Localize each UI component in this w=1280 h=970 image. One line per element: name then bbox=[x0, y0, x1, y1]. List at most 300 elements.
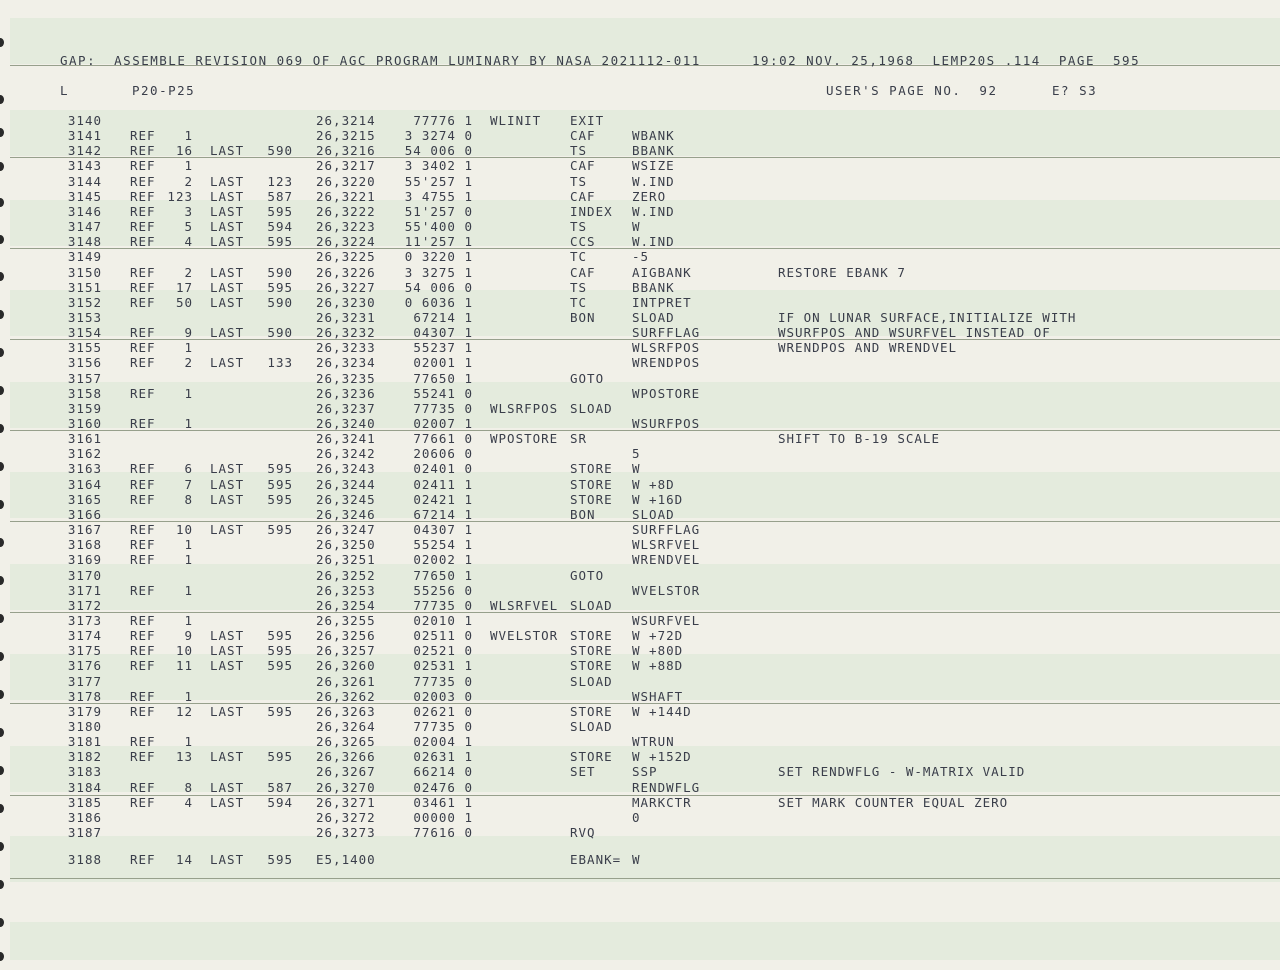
ref-keyword: REF bbox=[130, 416, 156, 431]
ref-keyword: REF bbox=[130, 355, 156, 371]
memory-address: 26,3270 bbox=[316, 779, 376, 795]
ref-keyword: REF bbox=[130, 188, 156, 204]
opcode: SR bbox=[570, 431, 588, 447]
ref-count: 2 bbox=[184, 355, 193, 371]
ref-count: 1 bbox=[184, 552, 193, 568]
operand: BBANK bbox=[632, 143, 675, 159]
line-number: 3162 bbox=[67, 446, 102, 462]
opcode: EBANK= bbox=[570, 852, 622, 867]
ref-count: 5 bbox=[184, 219, 193, 235]
last-keyword: LAST bbox=[210, 234, 245, 250]
octal-word: 02476 0 bbox=[413, 779, 473, 795]
last-keyword: LAST bbox=[210, 476, 245, 492]
feed-hole bbox=[0, 128, 4, 137]
memory-address: 26,3223 bbox=[316, 219, 376, 235]
octal-word: 02401 0 bbox=[413, 461, 473, 477]
ref-keyword: REF bbox=[130, 128, 156, 144]
line-number: 3142 bbox=[67, 143, 102, 159]
ref-keyword: REF bbox=[130, 461, 156, 477]
assembly-title: GAP: ASSEMBLE REVISION 069 OF AGC PROGRAM LUMINARY BY NASA 2021112-011 bbox=[60, 53, 701, 68]
line-number: 3148 bbox=[67, 234, 102, 250]
memory-address: 26,3225 bbox=[316, 249, 376, 265]
line-number: 3143 bbox=[67, 158, 102, 174]
ref-count: 1 bbox=[184, 340, 193, 356]
octal-word: 04307 1 bbox=[413, 522, 473, 538]
opcode: SLOAD bbox=[570, 719, 613, 734]
octal-word: 66214 0 bbox=[413, 764, 473, 780]
memory-address: 26,3253 bbox=[316, 582, 376, 598]
line-number: 3145 bbox=[67, 188, 102, 204]
last-keyword: LAST bbox=[210, 749, 245, 765]
octal-word: 3 3275 1 bbox=[404, 264, 473, 280]
line-number: 3141 bbox=[67, 128, 102, 144]
memory-address: 26,3243 bbox=[316, 461, 376, 477]
line-number: 3175 bbox=[67, 643, 102, 659]
ref-keyword: REF bbox=[130, 476, 156, 492]
line-number: 3165 bbox=[67, 491, 102, 507]
ref-keyword: REF bbox=[130, 279, 156, 295]
last-page: 595 bbox=[267, 279, 293, 295]
feed-hole bbox=[0, 690, 4, 699]
ref-keyword: REF bbox=[130, 612, 156, 628]
memory-address: 26,3252 bbox=[316, 567, 376, 583]
memory-address: 26,3264 bbox=[316, 719, 376, 734]
feed-hole bbox=[0, 538, 4, 547]
opcode: EXIT bbox=[570, 113, 605, 128]
last-page: 590 bbox=[267, 143, 293, 159]
ref-keyword: REF bbox=[130, 794, 156, 810]
opcode: STORE bbox=[570, 628, 613, 644]
feed-hole bbox=[0, 766, 4, 775]
ref-keyword: REF bbox=[130, 749, 156, 765]
line-number: 3160 bbox=[67, 416, 102, 431]
octal-word: 77735 0 bbox=[413, 400, 473, 416]
memory-address: 26,3265 bbox=[316, 734, 376, 750]
ref-count: 3 bbox=[184, 203, 193, 219]
octal-word: 02521 0 bbox=[413, 643, 473, 659]
operand: W +80D bbox=[632, 643, 684, 659]
line-number: 3146 bbox=[67, 203, 102, 219]
last-keyword: LAST bbox=[210, 779, 245, 795]
octal-word: 0 3220 1 bbox=[404, 249, 473, 265]
octal-word: 77616 0 bbox=[413, 825, 473, 841]
operand: -5 bbox=[632, 249, 650, 265]
ref-keyword: REF bbox=[130, 703, 156, 719]
opcode: STORE bbox=[570, 491, 613, 507]
memory-address: 26,3257 bbox=[316, 643, 376, 659]
octal-word: 02004 1 bbox=[413, 734, 473, 750]
octal-word: 02002 1 bbox=[413, 552, 473, 568]
memory-address: 26,3255 bbox=[316, 612, 376, 628]
feed-hole bbox=[0, 652, 4, 661]
ref-count: 123 bbox=[167, 188, 193, 204]
line-number: 3174 bbox=[67, 628, 102, 644]
ref-count: 10 bbox=[175, 643, 193, 659]
opcode: TC bbox=[570, 249, 588, 265]
ref-keyword: REF bbox=[130, 264, 156, 280]
line-number: 3186 bbox=[67, 809, 102, 825]
octal-word: 67214 1 bbox=[413, 506, 473, 522]
last-keyword: LAST bbox=[210, 264, 245, 280]
ref-keyword: REF bbox=[130, 340, 156, 356]
feed-hole bbox=[0, 272, 4, 281]
operand: 5 bbox=[632, 446, 641, 462]
last-page: 587 bbox=[267, 188, 293, 204]
octal-word: 77735 0 bbox=[413, 597, 473, 613]
opcode: TC bbox=[570, 294, 588, 310]
operand: W.IND bbox=[632, 173, 675, 189]
section-name: P20-P25 bbox=[132, 83, 196, 98]
line-number: 3173 bbox=[67, 612, 102, 628]
code-label: WVELSTOR bbox=[490, 628, 559, 644]
ref-count: 2 bbox=[184, 264, 193, 280]
code-label: WPOSTORE bbox=[490, 431, 559, 447]
feed-hole bbox=[0, 728, 4, 737]
ref-keyword: REF bbox=[130, 173, 156, 189]
ref-keyword: REF bbox=[130, 779, 156, 795]
octal-word: 02001 1 bbox=[413, 355, 473, 371]
last-page: 595 bbox=[267, 628, 293, 644]
line-number: 3184 bbox=[67, 779, 102, 795]
octal-word: 77650 1 bbox=[413, 567, 473, 583]
octal-word: 55'257 1 bbox=[404, 173, 473, 189]
last-keyword: LAST bbox=[210, 279, 245, 295]
comment: RESTORE EBANK 7 bbox=[778, 264, 906, 280]
line-number: 3153 bbox=[67, 309, 102, 325]
feed-hole bbox=[0, 500, 4, 509]
operand: W +152D bbox=[632, 749, 692, 765]
line-number: 3172 bbox=[67, 597, 102, 613]
ref-keyword: REF bbox=[130, 852, 156, 867]
opcode: GOTO bbox=[570, 370, 605, 386]
opcode: TS bbox=[570, 279, 588, 295]
operand: WSURFVEL bbox=[632, 612, 701, 628]
code-label: WLSRFVEL bbox=[490, 597, 559, 613]
line-number: 3164 bbox=[67, 476, 102, 492]
opcode: INDEX bbox=[570, 203, 613, 219]
operand: W bbox=[632, 461, 641, 477]
ref-count: 16 bbox=[175, 143, 193, 159]
ref-count: 1 bbox=[184, 537, 193, 553]
ref-count: 13 bbox=[175, 749, 193, 765]
operand: WRENDVEL bbox=[632, 552, 701, 568]
operand: W.IND bbox=[632, 234, 675, 250]
memory-address: 26,3260 bbox=[316, 658, 376, 674]
octal-word: 20606 0 bbox=[413, 446, 473, 462]
memory-address: 26,3215 bbox=[316, 128, 376, 144]
memory-address: 26,3246 bbox=[316, 506, 376, 522]
line-number: 3144 bbox=[67, 173, 102, 189]
last-keyword: LAST bbox=[210, 703, 245, 719]
last-keyword: LAST bbox=[210, 628, 245, 644]
users-page-number: USER'S PAGE NO. 92 bbox=[826, 83, 998, 98]
line-number: 3181 bbox=[67, 734, 102, 750]
operand: W bbox=[632, 852, 641, 867]
octal-word: 55'400 0 bbox=[404, 219, 473, 235]
memory-address: 26,3254 bbox=[316, 597, 376, 613]
line-number: 3177 bbox=[67, 673, 102, 689]
ref-keyword: REF bbox=[130, 688, 156, 704]
last-page: 590 bbox=[267, 294, 293, 310]
operand: WTRUN bbox=[632, 734, 675, 750]
ref-count: 1 bbox=[184, 612, 193, 628]
octal-word: 0 6036 1 bbox=[404, 294, 473, 310]
memory-address: 26,3245 bbox=[316, 491, 376, 507]
octal-word: 55254 1 bbox=[413, 537, 473, 553]
line-number: 3161 bbox=[67, 431, 102, 447]
ref-count: 11 bbox=[175, 658, 193, 674]
memory-address: 26,3266 bbox=[316, 749, 376, 765]
ref-count: 1 bbox=[184, 128, 193, 144]
stripe-rule bbox=[10, 878, 1280, 879]
ref-keyword: REF bbox=[130, 219, 156, 235]
memory-address: 26,3220 bbox=[316, 173, 376, 189]
opcode: CAF bbox=[570, 158, 596, 174]
last-page: 595 bbox=[267, 749, 293, 765]
ref-count: 10 bbox=[175, 522, 193, 538]
ref-count: 1 bbox=[184, 385, 193, 401]
octal-word: 54 006 0 bbox=[404, 279, 473, 295]
ref-count: 6 bbox=[184, 461, 193, 477]
line-number: 3151 bbox=[67, 279, 102, 295]
operand: MARKCTR bbox=[632, 794, 692, 810]
memory-address: 26,3244 bbox=[316, 476, 376, 492]
last-keyword: LAST bbox=[210, 852, 245, 867]
ref-count: 4 bbox=[184, 234, 193, 250]
operand: WLSRFVEL bbox=[632, 537, 701, 553]
operand: WSURFPOS bbox=[632, 416, 701, 431]
memory-address: 26,3241 bbox=[316, 431, 376, 447]
line-number: 3140 bbox=[67, 113, 102, 128]
octal-word: 3 3274 0 bbox=[404, 128, 473, 144]
octal-word: 77650 1 bbox=[413, 370, 473, 386]
octal-word: 55256 0 bbox=[413, 582, 473, 598]
opcode: SET bbox=[570, 764, 596, 780]
code-label: WLSRFPOS bbox=[490, 400, 559, 416]
last-page: 595 bbox=[267, 852, 293, 867]
opcode: BON bbox=[570, 506, 596, 522]
memory-address: 26,3216 bbox=[316, 143, 376, 159]
octal-word: 02511 0 bbox=[413, 628, 473, 644]
line-number: 3155 bbox=[67, 340, 102, 356]
last-keyword: LAST bbox=[210, 294, 245, 310]
feed-hole bbox=[0, 424, 4, 433]
operand: W +16D bbox=[632, 491, 684, 507]
octal-word: 02003 0 bbox=[413, 688, 473, 704]
operand: WRENDPOS bbox=[632, 355, 701, 371]
ref-count: 1 bbox=[184, 416, 193, 431]
last-keyword: LAST bbox=[210, 794, 245, 810]
memory-address: 26,3237 bbox=[316, 400, 376, 416]
ref-keyword: REF bbox=[130, 385, 156, 401]
feed-hole bbox=[0, 198, 4, 207]
memory-address: 26,3236 bbox=[316, 385, 376, 401]
comment: WSURFPOS AND WSURFVEL INSTEAD OF bbox=[778, 325, 1051, 341]
octal-word: 02631 1 bbox=[413, 749, 473, 765]
comment: IF ON LUNAR SURFACE,INITIALIZE WITH bbox=[778, 309, 1077, 325]
operand: SSP bbox=[632, 764, 658, 780]
memory-address: 26,3271 bbox=[316, 794, 376, 810]
opcode: RVQ bbox=[570, 825, 596, 841]
ref-keyword: REF bbox=[130, 234, 156, 250]
last-keyword: LAST bbox=[210, 188, 245, 204]
ref-keyword: REF bbox=[130, 158, 156, 174]
opcode: TS bbox=[570, 173, 588, 189]
feed-hole bbox=[0, 462, 4, 471]
memory-address: 26,3231 bbox=[316, 309, 376, 325]
feed-hole bbox=[0, 386, 4, 395]
octal-word: 3 3402 1 bbox=[404, 158, 473, 174]
octal-word: 54 006 0 bbox=[404, 143, 473, 159]
opcode: SLOAD bbox=[570, 673, 613, 689]
opcode: BON bbox=[570, 309, 596, 325]
ref-keyword: REF bbox=[130, 203, 156, 219]
operand: SLOAD bbox=[632, 506, 675, 522]
feed-hole bbox=[0, 162, 4, 171]
last-page: 590 bbox=[267, 325, 293, 341]
last-keyword: LAST bbox=[210, 219, 245, 235]
operand: WSHAFT bbox=[632, 688, 684, 704]
ref-keyword: REF bbox=[130, 582, 156, 598]
memory-address: 26,3233 bbox=[316, 340, 376, 356]
ref-keyword: REF bbox=[130, 628, 156, 644]
memory-address: 26,3256 bbox=[316, 628, 376, 644]
ref-keyword: REF bbox=[130, 491, 156, 507]
opcode: STORE bbox=[570, 658, 613, 674]
line-number: 3182 bbox=[67, 749, 102, 765]
line-number: 3157 bbox=[67, 370, 102, 386]
octal-word: 55237 1 bbox=[413, 340, 473, 356]
octal-word: 03461 1 bbox=[413, 794, 473, 810]
line-number: 3170 bbox=[67, 567, 102, 583]
opcode: STORE bbox=[570, 461, 613, 477]
octal-word: 00000 1 bbox=[413, 809, 473, 825]
feed-hole bbox=[0, 952, 4, 961]
last-page: 595 bbox=[267, 234, 293, 250]
operand: SLOAD bbox=[632, 309, 675, 325]
operand: WSIZE bbox=[632, 158, 675, 174]
ref-keyword: REF bbox=[130, 325, 156, 341]
ref-count: 7 bbox=[184, 476, 193, 492]
opcode: STORE bbox=[570, 643, 613, 659]
ref-keyword: REF bbox=[130, 294, 156, 310]
octal-word: 02007 1 bbox=[413, 416, 473, 431]
listing-column-l: L bbox=[60, 83, 70, 98]
feed-hole bbox=[0, 918, 4, 927]
last-page: 594 bbox=[267, 794, 293, 810]
ref-keyword: REF bbox=[130, 537, 156, 553]
opcode: CCS bbox=[570, 234, 596, 250]
octal-word: 77735 0 bbox=[413, 719, 473, 734]
opcode: CAF bbox=[570, 264, 596, 280]
last-page: 590 bbox=[267, 264, 293, 280]
operand: BBANK bbox=[632, 279, 675, 295]
line-number: 3169 bbox=[67, 552, 102, 568]
ref-count: 4 bbox=[184, 794, 193, 810]
ref-count: 14 bbox=[175, 852, 193, 867]
memory-address: 26,3230 bbox=[316, 294, 376, 310]
line-number: 3185 bbox=[67, 794, 102, 810]
octal-word: 77661 0 bbox=[413, 431, 473, 447]
operand: SURFFLAG bbox=[632, 522, 701, 538]
last-page: 123 bbox=[267, 173, 293, 189]
memory-address: 26,3272 bbox=[316, 809, 376, 825]
last-keyword: LAST bbox=[210, 461, 245, 477]
memory-address: 26,3262 bbox=[316, 688, 376, 704]
ref-count: 2 bbox=[184, 173, 193, 189]
feed-hole bbox=[0, 95, 4, 104]
memory-address: 26,3235 bbox=[316, 370, 376, 386]
ref-count: 1 bbox=[184, 688, 193, 704]
last-page: 595 bbox=[267, 643, 293, 659]
status-code: E? S3 bbox=[1052, 83, 1098, 98]
last-keyword: LAST bbox=[210, 173, 245, 189]
last-keyword: LAST bbox=[210, 643, 245, 659]
line-number: 3180 bbox=[67, 719, 102, 734]
feed-hole bbox=[0, 38, 4, 47]
octal-word: 02531 1 bbox=[413, 658, 473, 674]
memory-address: 26,3267 bbox=[316, 764, 376, 780]
opcode: CAF bbox=[570, 188, 596, 204]
ref-count: 12 bbox=[175, 703, 193, 719]
ref-keyword: REF bbox=[130, 143, 156, 159]
feed-hole bbox=[0, 348, 4, 357]
comment: WRENDPOS AND WRENDVEL bbox=[778, 340, 958, 356]
memory-address: 26,3217 bbox=[316, 158, 376, 174]
ref-count: 9 bbox=[184, 325, 193, 341]
last-page: 595 bbox=[267, 522, 293, 538]
operand: AIGBANK bbox=[632, 264, 692, 280]
comment: SET RENDWFLG - W-MATRIX VALID bbox=[778, 764, 1026, 780]
feed-hole bbox=[0, 576, 4, 585]
operand: WLSRFPOS bbox=[632, 340, 701, 356]
last-keyword: LAST bbox=[210, 491, 245, 507]
octal-word: 02421 1 bbox=[413, 491, 473, 507]
line-number: 3154 bbox=[67, 325, 102, 341]
line-number: 3166 bbox=[67, 506, 102, 522]
line-number: 3176 bbox=[67, 658, 102, 674]
ref-keyword: REF bbox=[130, 643, 156, 659]
operand: W +144D bbox=[632, 703, 692, 719]
operand: WBANK bbox=[632, 128, 675, 144]
operand: W +72D bbox=[632, 628, 684, 644]
last-keyword: LAST bbox=[210, 522, 245, 538]
memory-address: 26,3232 bbox=[316, 325, 376, 341]
feed-hole bbox=[0, 614, 4, 623]
ref-keyword: REF bbox=[130, 552, 156, 568]
line-number: 3156 bbox=[67, 355, 102, 371]
operand: RENDWFLG bbox=[632, 779, 701, 795]
last-keyword: LAST bbox=[210, 658, 245, 674]
operand: WVELSTOR bbox=[632, 582, 701, 598]
line-number: 3171 bbox=[67, 582, 102, 598]
line-number: 3167 bbox=[67, 522, 102, 538]
last-page: 594 bbox=[267, 219, 293, 235]
octal-word: 02010 1 bbox=[413, 612, 473, 628]
octal-word: 67214 1 bbox=[413, 309, 473, 325]
line-number: 3163 bbox=[67, 461, 102, 477]
last-page: 595 bbox=[267, 461, 293, 477]
operand: W.IND bbox=[632, 203, 675, 219]
line-number: 3179 bbox=[67, 703, 102, 719]
feed-hole bbox=[0, 842, 4, 851]
operand: WPOSTORE bbox=[632, 385, 701, 401]
octal-word: 02621 0 bbox=[413, 703, 473, 719]
octal-word: 77735 0 bbox=[413, 673, 473, 689]
memory-address: E5,1400 bbox=[316, 852, 376, 867]
code-label: WLINIT bbox=[490, 113, 542, 128]
line-number: 3150 bbox=[67, 264, 102, 280]
